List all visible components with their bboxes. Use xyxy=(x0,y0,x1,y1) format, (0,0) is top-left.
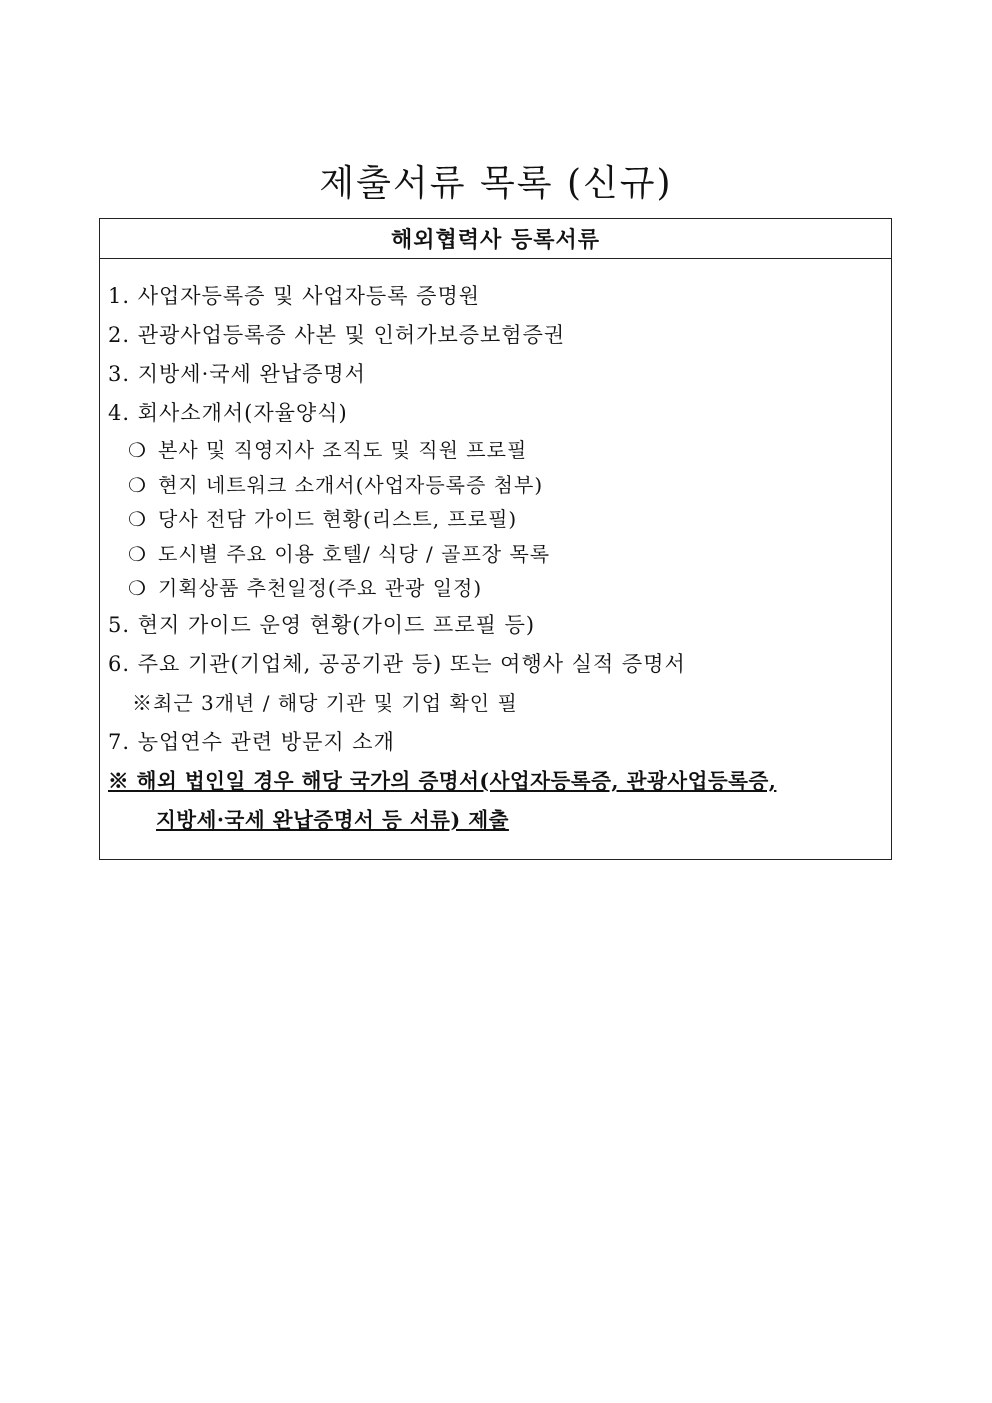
circle-bullet-icon: ❍ xyxy=(128,472,147,497)
document-box xyxy=(99,218,892,860)
list-item: 5. 현지 가이드 운영 현황(가이드 프로필 등) xyxy=(108,612,536,637)
note-text: ※최근 3개년 / 해당 기관 및 기업 확인 필 xyxy=(132,690,518,715)
sub-list-item xyxy=(108,502,883,537)
list-item: 3. 지방세·국세 완납증명서 xyxy=(108,362,366,386)
circle-bullet-icon: ❍ xyxy=(128,541,147,566)
sub-list-item xyxy=(108,433,883,468)
list-item: 4. 회사소개서(자율양식) xyxy=(108,401,348,425)
list-item: 6. 주요 기관(기업체, 공공기관 등) 또는 여행사 실적 증명서 xyxy=(108,651,686,676)
box-header: 해외협력사 등록서류 xyxy=(100,219,891,259)
list-item: 7. 농업연수 관련 방문지 소개 xyxy=(108,729,395,754)
sub-item-text: 본사 및 직영지사 조직도 및 직원 프로필 xyxy=(158,438,528,462)
list-item: 1. 사업자등록증 및 사업자등록 증명원 xyxy=(108,284,481,308)
circle-bullet-icon: ❍ xyxy=(128,507,147,531)
sub-item-text: 기획상품 추천일정(주요 관광 일정) xyxy=(158,576,483,600)
sub-item-text: 도시별 주요 이용 호텔/ 식당 / 골프장 목록 xyxy=(158,541,551,566)
document-list xyxy=(108,277,883,840)
warning-text-continued: 지방세·국세 완납증명서 등 서류) 제출 xyxy=(156,807,509,832)
circle-bullet-icon: ❍ xyxy=(128,438,147,462)
sub-list-item xyxy=(108,468,883,503)
warning-text: ※ 해외 법인일 경우 해당 국가의 증명서(사업자등록증, 관광사업등록증, xyxy=(108,768,777,793)
list-item: 2. 관광사업등록증 사본 및 인허가보증보험증권 xyxy=(108,323,566,347)
sub-list-item xyxy=(108,537,883,572)
sub-item-text: 당사 전담 가이드 현황(리스트, 프로필) xyxy=(158,507,518,531)
sub-item-text: 현지 네트워크 소개서(사업자등록증 첨부) xyxy=(158,472,544,497)
sub-list-item xyxy=(108,571,883,606)
page-title: 제출서류 목록 (신규) xyxy=(319,163,673,204)
circle-bullet-icon: ❍ xyxy=(128,576,147,600)
